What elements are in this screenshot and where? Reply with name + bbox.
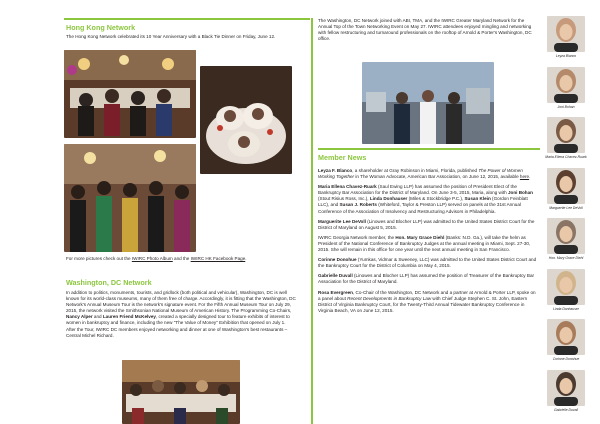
headshot-photo [547,168,585,204]
member-news-item [318,184,538,214]
mary-grace-diehl-name: Hon. Mary Grace Diehl [395,234,445,240]
item1-b: (Stout Risius Ross, Inc.), [318,196,370,202]
hong-kong-heading: Hong Kong Network [66,23,136,32]
headshot-caption: Joni Bohan [557,104,575,109]
more-suffix: . [245,256,247,261]
hong-kong-intro: The Hong Kong Network celebrated its 10 Year Anniversary with a Black Tie Dinner on Friday, June 12. [66,34,276,39]
article-here-link[interactable]: here [519,174,530,180]
member-news-item [318,273,538,285]
museum-text-part2: and [92,314,103,320]
item0-title: The Power of Women Working Together [318,168,523,180]
item1-d: (Gordon Feinblatt LLC), and [318,196,528,208]
item3-a: IWIRC Georgia Network member, the [318,234,396,240]
item1-a: (Saul Ewing LLP) has assumed the position of President Elect of the Bankruptcy Bar Association for the District of Maryland. On June 3-5, 2015, Maria, along with [318,184,517,196]
hong-kong-more-pictures [66,256,298,262]
headshot-photo [547,370,585,406]
headshot-photo [547,269,585,305]
more-prefix: For more pictures check out the [66,256,132,261]
item4-a: (Yumkas, Vidmar & Sweeney, LLC) was admitted to the United States District Court and the Bankruptcy Court for the District of Columbia on May 4, 2015. [318,257,537,269]
headshot-item [541,218,591,269]
item0-b: in The Woman Advocate, American Bar Association, on June 12, 2015, available [354,174,520,180]
top-of-town-text: The Washington, DC Network joined with ABI, TMA, and the IWIRC Greater Maryland Network for the Annual Top of the Town Networking Event on May 27. IWIRC attendees enjoyed mingling and networking with fellow restructuring and turnaround professionals on the rooftop of Arnold & Porter's Washington, DC office. [318,18,532,42]
item5-a: (Linowes and Blocher LLP) has assumed the position of Treasurer of the Bankruptcy Bar Association for the District of Maryland. [318,273,535,285]
member-news-item [318,168,538,180]
cupcake-photo [200,66,292,174]
member-news-item [318,235,538,253]
headshot-item [541,168,591,219]
headshot-caption: Marguerite Lee DeVoll [549,205,583,210]
iwirc-hk-facebook-link[interactable]: IWIRC HK Facebook Page [190,256,246,261]
left-column [64,20,310,424]
gabrielle-duvall-name: Gabrielle Duvall [318,273,353,279]
headshot-caption: Hon. Mary Grace Diehl [548,256,584,260]
museum-text-part1: In addition to politics, monuments, tourists, and gridlock (both political and vehicular), Washington, DC is well known for its world-class museums, many of them free of charge. Accordingly, it is fitting that the Washington, DC Network's Annual Museum Tour is the network's signature event. For the Fifth Annual Museum Tour on July 29, 2015, the network visited the Smithsonian National Museum of American History. The Programming Co-Chairs, [66,290,296,314]
susan-roberts-name: Susan J. Roberts [339,202,377,208]
item6-a: , Co-Chair of the Washington, DC Network and a partner at Arnold & Porter LLP, spoke on a panel about [318,289,536,301]
iwirc-photo-album-link[interactable]: IWIRC Photo Album [131,256,173,261]
member-news-item [318,290,538,314]
headshot-column [541,16,591,424]
headshot-caption: Maria Ellena Chavez-Ruark [545,155,587,159]
rosa-evergreen-name: Rosa Evergreen [318,289,353,295]
washington-dinner-photo [122,360,240,424]
headshot-photo [547,218,585,254]
linda-donhauser-name: Linda Donhauser [369,196,408,202]
headshot-item [541,269,591,320]
maria-chavez-ruark-name: Maria Ellena Chavez-Ruark [318,184,377,190]
item6-b: with Chief Judge Stephen C. St. John, Eastern District of Virginia Bankruptcy Court, for the Twenty-Third Annual Tidewater Bankruptcy Conference in Virginia Beach, VA on June 12, 2015. [318,295,528,313]
headshot-item [541,16,591,67]
member-news-heading: Member News [318,153,367,162]
headshot-photo [547,16,585,52]
susan-klein-name: Susan Klein [464,196,491,202]
right-column [316,16,540,424]
leyza-blanco-name: Leyza F. Blanco [318,168,353,173]
nancy-alper-name: Nancy Alper [66,314,93,320]
item0-a: , a shareholder at Gray Robinson in Miami, Florida, published [352,168,479,173]
headshot-caption: Corinne Donohue [552,357,580,361]
corinne-donohue-name: Corinne Donohue [318,257,357,263]
headshot-caption: Linda Donhauser [553,306,579,311]
headshot-photo [547,117,585,153]
member-news-item [318,219,538,231]
headshot-item [541,67,591,118]
joni-bohan-name: Joni Bohan [507,190,533,196]
museum-text-part3: , created a specially designed tour to feature exhibits of interest to women in bankruptcy and finance, including the new "The Value of Money" Exhibition that opened on July 1. After the Tour, IWIRC DC members enjoyed networking and dinner at one of Washington's best restaurants – Central Michel Richard. [66,314,290,338]
headshot-caption: Gabrielle Duvall [554,407,578,412]
headshot-item [541,370,591,421]
more-mid: and the [172,256,191,261]
washington-heading: Washington, DC Network [66,278,152,287]
member-news-item [318,257,538,269]
lauren-mckelvey-name: Lauren Friend McKelvey [102,314,156,320]
column-divider [311,18,313,424]
item2-a: (Linowes and Blocher LLP) was admitted to the United States District Court for the District of Maryland on August 5, 2015. [318,218,535,230]
hong-kong-group-photo [64,144,196,252]
rooftop-networking-photo [362,62,494,144]
item0-c: . [529,174,531,180]
marguerite-devoll-name: Marguerite Lee DeVoll [318,218,366,224]
item3-b: (Banks: N.D. Ga.), will take the helm as President of the National Conference of Bankruptcy Judges at the annual meeting in Miami, Sept. 27-30, 2015. She will remain in this office for one year until the next annual meeting in San Francisco. [318,234,531,253]
headshot-photo [547,67,585,103]
item6-title: Recent Developments in Bankruptcy Law [347,295,432,301]
headshot-photo [547,319,585,355]
hong-kong-dinner-photo [64,50,196,138]
item1-c: (Miles & Stockbridge P.C.), [407,196,465,202]
headshot-item [541,319,591,370]
washington-museum-text [66,290,296,339]
headshot-caption: Leyza Blanco [555,54,577,58]
member-news-list [318,168,538,318]
item1-e: (Whiteford, Taylor & Preston LLP) served on panels at the 31st Annual Conference of the Association of Insolvency and Restructuring Advisors in Philadelphia. [318,202,521,214]
headshot-item [541,117,591,168]
